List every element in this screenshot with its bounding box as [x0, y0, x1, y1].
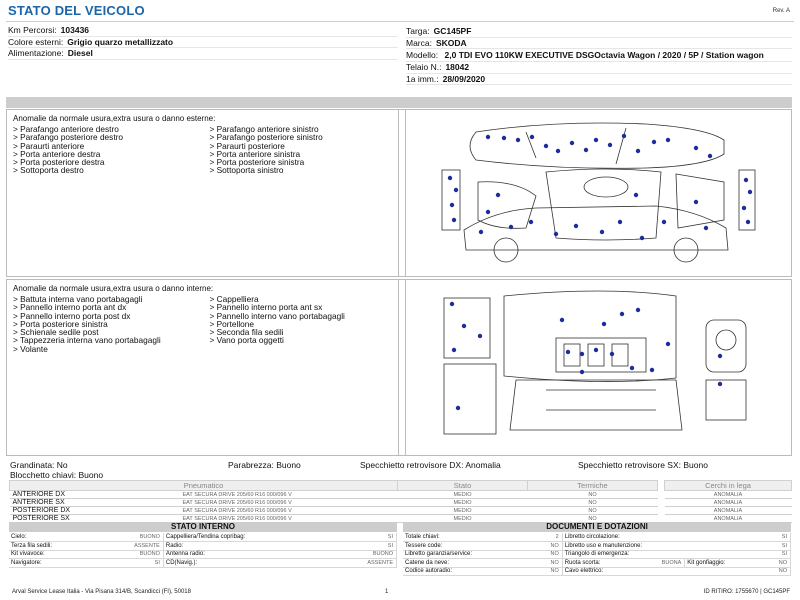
tyre-description: EAT SECURA DRIVE 205/60 R16 000/096 V — [180, 507, 398, 515]
list-item: > Pannello interno porta ant sx — [209, 302, 323, 313]
field-value: ASSENTE — [100, 542, 163, 551]
km-value: 103436 — [60, 25, 90, 35]
tyre-winter: NO — [528, 515, 658, 523]
tyre-rim: ANOMALIA — [665, 515, 792, 523]
field-value: NO — [536, 542, 562, 551]
list-item: > Sottoporta sinistro — [209, 165, 284, 176]
field-value: NO — [536, 550, 562, 559]
documents-panel — [403, 522, 791, 576]
field-label: Totale chiavi: — [403, 533, 536, 542]
field-value: NO — [536, 567, 562, 576]
hail-status: Grandinata: No — [10, 460, 68, 470]
tyre-position: ANTERIORE DX — [10, 491, 180, 499]
external-damage-section — [6, 109, 792, 277]
field-label: Triangolo di emergenza: — [562, 550, 764, 559]
field-value: ASSENTE — [333, 559, 396, 568]
color-value: Grigio quarzo metallizzato — [67, 36, 174, 47]
tyre-position: POSTERIORE SX — [10, 515, 180, 523]
tyre-winter: NO — [528, 491, 658, 499]
list-item: > Porta posteriore sinistra — [209, 157, 305, 168]
field-value: SI — [100, 559, 163, 568]
fuel-value: Diesel — [67, 48, 93, 58]
table-row — [403, 559, 791, 568]
external-damage-col2 — [210, 125, 393, 175]
registration-value: 28/09/2020 — [442, 73, 486, 84]
tyres-header-stato: Stato — [398, 481, 528, 491]
exterior-car-sketch — [406, 110, 792, 276]
list-item: > Cappelliera — [209, 294, 259, 304]
list-item: > Porta anteriore destra — [13, 148, 101, 159]
tyre-winter: NO — [528, 507, 658, 515]
field-value: BUONO — [333, 550, 396, 559]
plate-row — [406, 26, 792, 38]
list-item: > Pannello interno porta post dx — [13, 310, 131, 321]
internal-damage-col2 — [210, 295, 393, 353]
field-label: Navigatore: — [9, 559, 100, 568]
model-value: 2,0 TDI EVO 110KW EXECUTIVE DSGOctavia Wagon / 2020 / 5P / Station wagon — [444, 50, 764, 60]
field-value: 2 — [536, 533, 562, 542]
chassis-label: Telaio N.: — [406, 62, 442, 72]
field-value: NO — [536, 559, 562, 568]
tyre-condition: MEDIO — [398, 507, 528, 515]
field-label: Libretto garanzia/service: — [403, 550, 536, 559]
tyres-header-row — [10, 481, 792, 491]
documents-title: DOCUMENTI E DOTAZIONI — [403, 522, 791, 532]
field-label: Libretto circolazione: — [562, 533, 764, 542]
fuel-label: Alimentazione: — [8, 48, 64, 58]
footer-company: Arval Service Lease Italia - Via Pisana 314/B, Scandicci (FI), 50018 — [12, 589, 191, 595]
title-divider — [6, 21, 794, 22]
external-car-diagram — [405, 110, 791, 276]
tyres-header-cerchi: Cerchi in lega — [665, 481, 792, 491]
field-label: Radio: — [163, 542, 333, 551]
internal-damage-list — [7, 280, 399, 455]
tyre-description: EAT SECURA DRIVE 205/60 R16 000/096 V — [180, 515, 398, 523]
color-label: Colore esterni: — [8, 36, 64, 47]
list-item: > Volante — [13, 343, 48, 354]
registration-label: 1a imm.: — [406, 73, 439, 84]
external-damage-list — [7, 110, 399, 276]
tyre-description: EAT SECURA DRIVE 205/60 R16 000/096 V — [180, 491, 398, 499]
field-label: CD(Navig.): — [163, 559, 333, 568]
internal-damage-section — [6, 279, 792, 456]
list-item: > Paraurti posteriore — [209, 140, 285, 151]
brand-row — [406, 38, 792, 50]
field-value: SI — [765, 542, 791, 551]
table-row — [403, 542, 791, 551]
field-label: Tessere code: — [403, 542, 536, 551]
field-label: Kit gonfiaggio: — [685, 559, 765, 568]
list-item: > Seconda fila sedili — [209, 327, 284, 338]
table-row — [403, 567, 791, 576]
tyre-condition: MEDIO — [398, 491, 528, 499]
revision-label: Rev. A — [772, 8, 790, 14]
list-item: > Porta posteriore sinistra — [13, 318, 108, 329]
external-damage-heading: Anomalie da normale usura,extra usura o danno esterne: — [13, 114, 216, 123]
list-item: > Battuta interna vano portabagagli — [13, 294, 143, 304]
km-label: Km Percorsi: — [8, 25, 57, 35]
list-item: > Paraurti anteriore — [13, 140, 85, 151]
table-row — [9, 550, 397, 559]
table-row — [10, 491, 792, 499]
windshield-status: Parabrezza: Buono — [228, 460, 301, 470]
mirror-sx-status: Specchietto retrovisore SX: Buono — [578, 460, 708, 470]
tyre-condition: MEDIO — [398, 499, 528, 507]
color-row — [8, 37, 398, 49]
field-label: Cappelliera/Tendina copribag: — [163, 533, 333, 542]
tyre-rim: ANOMALIA — [665, 499, 792, 507]
interior-status-table — [9, 533, 397, 568]
plate-value: GC145PF — [433, 26, 472, 36]
list-item: > Parafango anteriore destro — [13, 124, 119, 134]
tyre-description: EAT SECURA DRIVE 205/60 R16 000/096 V — [180, 499, 398, 507]
field-label: Catene da neve: — [403, 559, 536, 568]
damage-markers — [450, 302, 722, 410]
list-item: > Parafango posteriore sinistro — [209, 132, 323, 143]
internal-damage-col1 — [13, 295, 196, 353]
chassis-row — [406, 62, 792, 74]
field-label: Antenna radio: — [163, 550, 333, 559]
field-label: Codice autoradio: — [403, 567, 536, 576]
chassis-value: 18042 — [445, 62, 470, 72]
field-value: SI — [333, 542, 396, 551]
field-value: SI — [765, 533, 791, 542]
tyre-rim: ANOMALIA — [665, 507, 792, 515]
table-row — [403, 533, 791, 542]
km-row — [8, 25, 398, 37]
tyres-header-termiche: Termiche — [528, 481, 658, 491]
section-separator-band — [6, 97, 792, 108]
list-item: > Schienale sedile post — [13, 327, 99, 338]
field-label: Cavo elettrico: — [562, 567, 764, 576]
footer-page-number: 1 — [385, 589, 389, 595]
page-title: STATO DEL VEICOLO — [8, 3, 145, 18]
tyre-rim: ANOMALIA — [665, 491, 792, 499]
vehicle-info-right — [406, 26, 792, 85]
field-value: SI — [765, 550, 791, 559]
key-lock-status: Blocchetto chiavi: Buono — [10, 469, 104, 480]
table-row — [10, 507, 792, 515]
field-label: Kit vivavoce: — [9, 550, 100, 559]
list-item: > Parafango posteriore destro — [13, 132, 124, 143]
internal-damage-heading: Anomalie da normale usura,extra usura o danno interne: — [13, 284, 214, 293]
tyre-position: POSTERIORE DX — [10, 507, 180, 515]
registration-row — [406, 74, 792, 86]
field-value: NO — [765, 567, 791, 576]
field-label: Libretto uso e manutenzione: — [562, 542, 764, 551]
field-value: BUONO — [100, 533, 163, 542]
mirror-dx-status: Specchietto retrovisore DX: Anomalia — [360, 460, 501, 470]
field-value: BUONO — [100, 550, 163, 559]
model-label: Modello: — [406, 50, 439, 60]
list-item: > Porta posteriore destra — [13, 157, 105, 168]
tyre-position: ANTERIORE SX — [10, 499, 180, 507]
field-value: NO — [765, 559, 791, 568]
table-row — [9, 533, 397, 542]
internal-car-diagram — [405, 280, 791, 455]
table-row — [9, 542, 397, 551]
interior-status-panel — [9, 522, 397, 568]
brand-value: SKODA — [435, 37, 467, 48]
footer-id: ID RITIRO: 1755670 | GC145PF — [703, 589, 790, 595]
list-item: > Vano porta oggetti — [209, 335, 284, 346]
table-row — [9, 559, 397, 568]
fuel-row — [8, 48, 398, 60]
tyre-condition: MEDIO — [398, 515, 528, 523]
list-item: > Porta anteriore sinistra — [209, 148, 301, 159]
interior-status-title: STATO INTERNO — [9, 522, 397, 532]
damage-markers — [448, 134, 752, 240]
list-item: > Parafango anteriore sinistro — [209, 124, 319, 134]
field-value: SI — [333, 533, 396, 542]
list-item: > Sottoporta destro — [13, 165, 84, 176]
plate-label: Targa: — [406, 26, 430, 36]
tyres-table — [9, 480, 792, 523]
documents-table — [403, 533, 791, 576]
field-label: Cielo: — [9, 533, 100, 542]
list-item: > Portellone — [209, 318, 255, 329]
accessories-status — [10, 461, 790, 480]
tyres-header-pneumatico: Pneumatico — [10, 481, 398, 491]
field-value: BUONA — [638, 559, 685, 568]
field-label: Terza fila sedili: — [9, 542, 100, 551]
list-item: > Tappezzeria interna vano portabagagli — [13, 335, 161, 346]
list-item: > Pannello interno vano portabagagli — [209, 310, 345, 321]
table-row — [403, 550, 791, 559]
interior-car-sketch — [406, 280, 792, 455]
vehicle-info-left — [8, 25, 398, 60]
model-row — [406, 49, 792, 62]
list-item: > Pannello interno porta ant dx — [13, 302, 127, 313]
field-label: Ruota scorta: — [562, 559, 637, 568]
brand-label: Marca: — [406, 37, 432, 48]
tyre-winter: NO — [528, 499, 658, 507]
table-row — [10, 499, 792, 507]
external-damage-col1 — [13, 125, 196, 175]
